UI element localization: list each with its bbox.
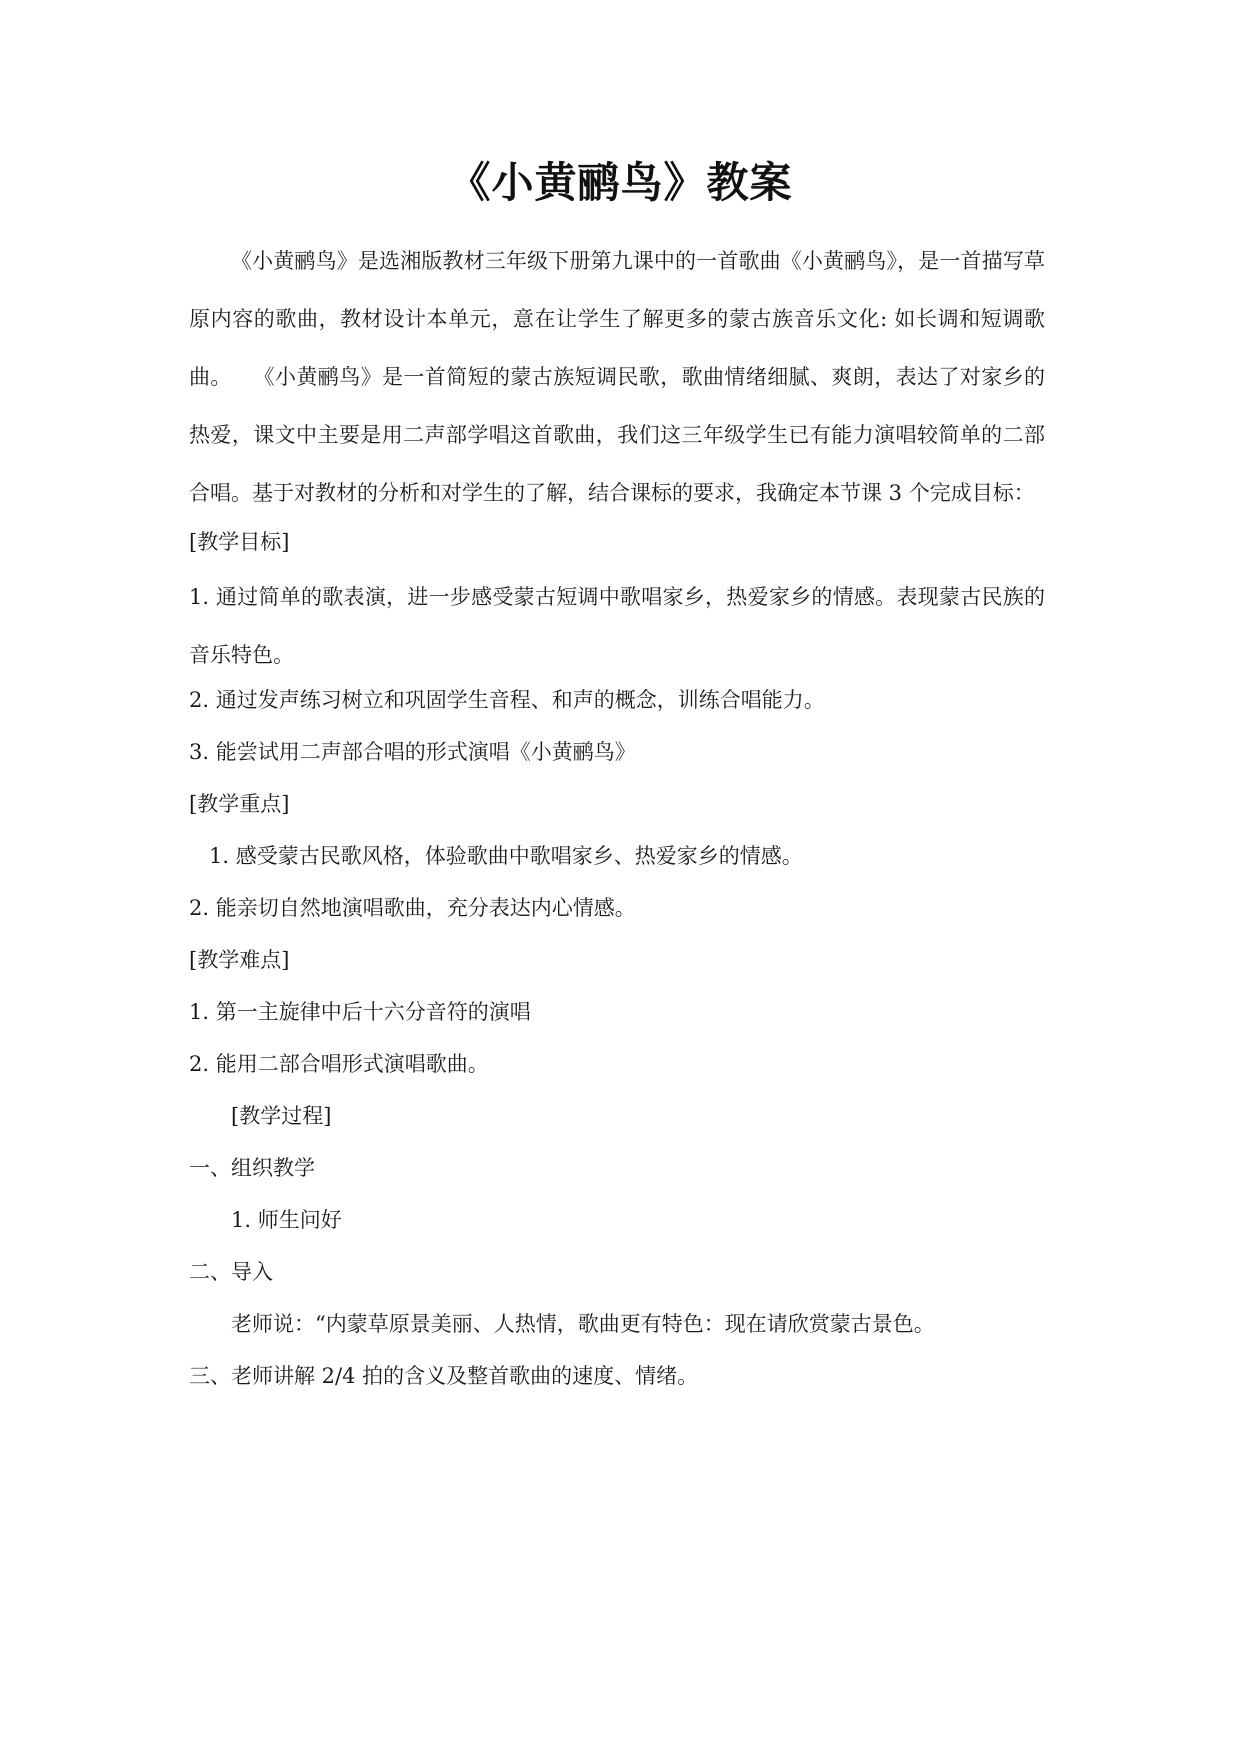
process-step-1: 一、组织教学	[189, 1156, 315, 1180]
key-point-2: 2. 能亲切自然地演唱歌曲，充分表达内心情感。	[189, 896, 636, 920]
process-step-2: 二、导入	[189, 1260, 273, 1284]
goal-item-1: 1. 通过简单的歌表演，进一步感受蒙古短调中歌唱家乡，热爱家乡的情感。表现蒙古民族的音乐特色。	[189, 585, 1045, 667]
intro-paragraph: 《小黄鹂鸟》是选湘版教材三年级下册第九课中的一首歌曲《小黄鹂鸟》，是一首描写草原内容的歌曲，教材设计本单元，意在让学生了解更多的蒙古族音乐文化: 如长调和短调歌曲。 《小黄鹂鸟》是一首简短的蒙古族短调民歌，歌曲情绪细腻、爽朗，表达了对家乡的热爱，课文中主要是用二声部学唱这首歌曲，我们这三年级学生已有能力演唱较简单的二部合唱。基于对教材的分析和对学生的了解，结合课标的要求，我确定本节课 3 个完成目标：	[189, 249, 1045, 505]
teaching-key-points-heading: [教学重点]	[189, 792, 290, 816]
process-step-3: 三、老师讲解 2/4 拍的含义及整首歌曲的速度、情绪。	[189, 1364, 699, 1388]
key-point-1: 1. 感受蒙古民歌风格，体验歌曲中歌唱家乡、热爱家乡的情感。	[209, 844, 803, 868]
process-step-1-item-1: 1. 师生问好	[231, 1208, 342, 1232]
goal-item-3: 3. 能尝试用二声部合唱的形式演唱《小黄鹂鸟》	[189, 740, 636, 764]
page-title: 《小黄鹂鸟》教案	[448, 158, 793, 207]
difficulty-item-1: 1. 第一主旋律中后十六分音符的演唱	[189, 1000, 531, 1024]
teaching-process-heading: [教学过程]	[231, 1104, 332, 1128]
goal-item-2: 2. 通过发声练习树立和巩固学生音程、和声的概念，训练合唱能力。	[189, 688, 825, 712]
process-step-2-text: 老师说：“内蒙草原景美丽、人热情，歌曲更有特色：现在请欣赏蒙古景色。	[231, 1312, 935, 1336]
teaching-goals-heading: [教学目标]	[189, 530, 290, 554]
teaching-difficulties-heading: [教学难点]	[189, 948, 290, 972]
difficulty-item-2: 2. 能用二部合唱形式演唱歌曲。	[189, 1052, 489, 1076]
